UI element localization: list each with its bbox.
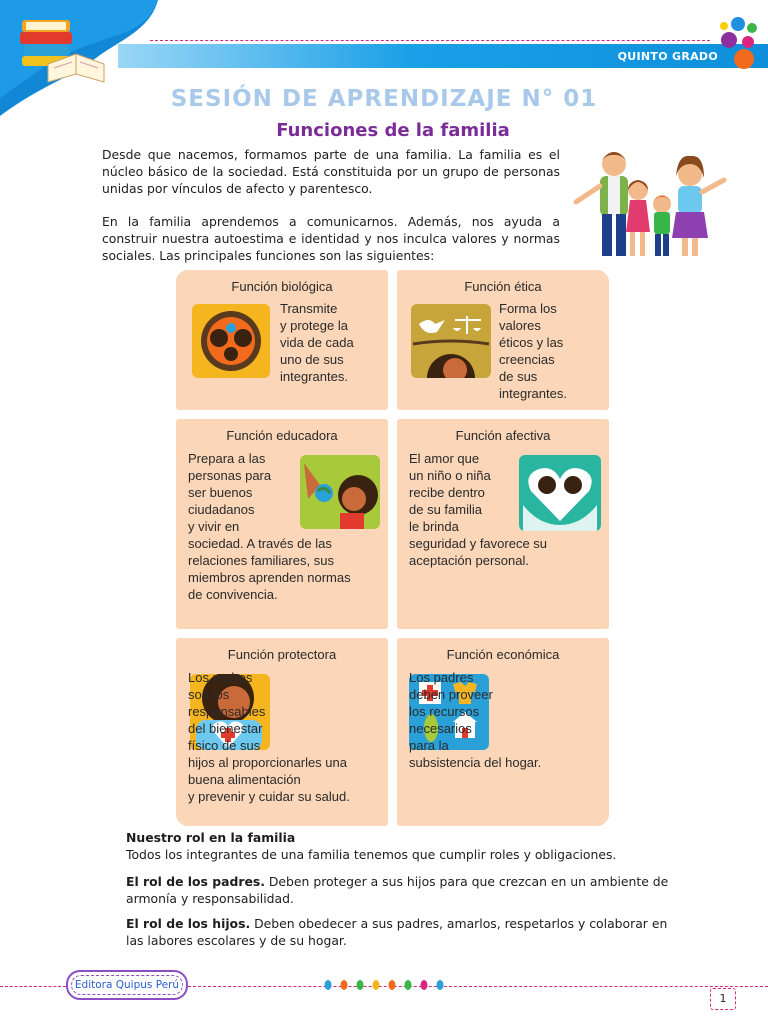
card-funcion-afectiva — [397, 419, 609, 629]
family-circle-icon — [192, 304, 270, 378]
card-funcion-protectora — [176, 638, 388, 826]
card-text: Los padres deben proveer los recursos necesarios para la subsistencia del hogar. — [409, 670, 542, 770]
session-title: SESIÓN DE APRENDIZAJE N° 01 — [170, 86, 598, 112]
card-funcion-economica — [397, 638, 609, 826]
parents-role — [126, 874, 686, 907]
page-number: 1 — [710, 988, 736, 1010]
intro-paragraph-2: En la familia aprendemos a comunicarnos. Además, nos ayuda a construir nuestra autoestima e identidad y nos inculca valores y normas sociales. Las principales funciones son las siguientes: — [102, 214, 560, 263]
children-role — [126, 916, 686, 949]
card-title: Función económica — [446, 647, 560, 662]
intro-paragraph-1: Desde que nacemos, formamos parte de una familia. La familia es el núcleo básico de la sociedad. Está constituida por un grupo de personas unidas por vínculos de afecto y parentesco. — [102, 147, 560, 196]
footer-dashed-line — [0, 986, 66, 987]
card-title: Función protectora — [227, 647, 337, 662]
card-text: El amor que un niño o niña recibe dentro de su familia le brinda seguridad y favorece su aceptación personal. — [409, 451, 548, 568]
card-text: Transmite y protege la vida de cada uno de sus integrantes. — [280, 301, 354, 384]
card-title: Función educadora — [226, 428, 338, 443]
footer-dots-icon — [324, 978, 444, 992]
page-subtitle: Funciones de la familia — [276, 120, 510, 141]
role-heading: Nuestro rol en la familia — [126, 830, 296, 845]
grade-label: QUINTO GRADO — [617, 50, 718, 63]
card-title: Función biológica — [231, 279, 333, 294]
parents-role-label: El rol de los padres. — [126, 874, 265, 889]
publisher-name: Editora Quipus Perú — [74, 979, 180, 991]
card-text: Los padres son los responsables del bienestar físico de sus hijos al proporcionarles una buena alimentación y prevenir y cuidar su salud. — [188, 670, 350, 804]
family-illustration — [570, 146, 730, 262]
card-text: Prepara a las personas para ser buenos ciudadanos y vivir en sociedad. A través de las relaciones familiares, sus miembros aprenden normas de convivencia. — [188, 451, 351, 602]
dove-scale-icon — [411, 304, 491, 378]
globe-hand-icon — [300, 455, 380, 529]
books-icon — [18, 10, 108, 88]
card-funcion-educadora — [176, 419, 388, 629]
heart-hands-icon — [519, 455, 601, 531]
header-dashed-line — [150, 40, 710, 41]
publisher-badge — [66, 970, 188, 1000]
children-role-text: Deben obedecer a sus padres, amarlos, respetarlos y colaborar en las labores escolares y de su hogar. — [126, 916, 668, 948]
colored-dots-icon — [712, 14, 768, 70]
children-role-label: El rol de los hijos. — [126, 916, 251, 931]
role-intro: Todos los integrantes de una familia tenemos que cumplir roles y obligaciones. — [126, 846, 617, 862]
footer-dashed-line — [188, 986, 768, 987]
parents-role-text: Deben proteger a sus hijos para que crezcan en un ambiente de armonía y responsabilidad. — [126, 874, 669, 906]
card-text: Forma los valores éticos y las creencias de sus integrantes. — [499, 301, 567, 401]
role-section — [126, 830, 686, 863]
card-funcion-biologica — [176, 270, 388, 410]
card-title: Función ética — [464, 279, 542, 294]
card-title: Función afectiva — [455, 428, 551, 443]
card-funcion-etica — [397, 270, 609, 410]
publisher-badge-border — [71, 975, 183, 995]
